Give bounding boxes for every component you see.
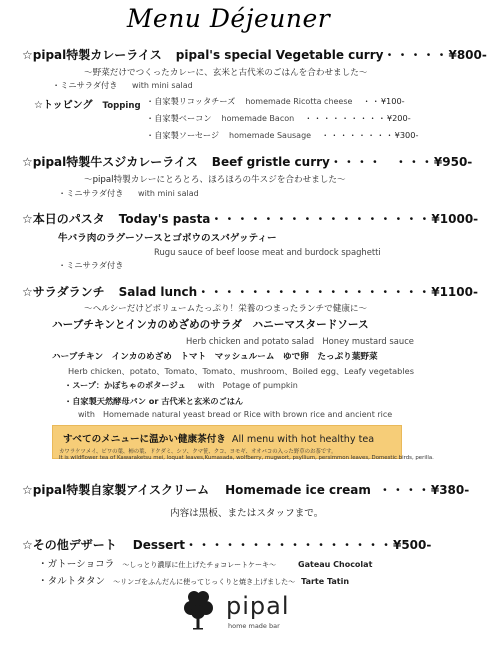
salad-ingredients: ハーブチキン インカのめざめ トマト マッシュルーム ゆで卵 たっぷり葉野菜 (52, 352, 378, 362)
curry-price: ¥800- (448, 48, 487, 62)
pasta-price: ¥1000- (431, 212, 479, 226)
salad-bread: ・自家製天然酵母パン or 古代米と玄米のごはん (64, 396, 244, 406)
icecream-heading (22, 481, 469, 498)
topping-price: ¥200- (386, 113, 411, 123)
dessert-name: ☆その他デザート (22, 538, 117, 552)
salad-soup (64, 380, 298, 391)
topping-en: homemade Sausage (229, 131, 312, 140)
banner-note (59, 447, 434, 461)
beef-heading (22, 153, 472, 170)
topping-label: ☆トッピング (34, 100, 93, 111)
curry-side (52, 80, 193, 91)
topping-jp: ・自家製リコッタチーズ (146, 96, 236, 106)
salad-dots: ・・・・・・・・・・・・・・・・・・ (197, 285, 432, 299)
topping-price: ¥100- (380, 96, 405, 106)
salad-soup-jp: ・スープ：かぼちゃのポタージュ (64, 380, 186, 390)
topping-price: ¥300- (394, 130, 419, 140)
salad-bread-en: with Homemade natural yeast bread or Rice with brown rice and ancient rice (78, 410, 393, 419)
topping-row (146, 130, 418, 141)
beef-side (58, 188, 199, 199)
beef-name-en: Beef gristle curry (211, 155, 330, 169)
dessert-item-en: Gateau Chocolat (298, 560, 373, 569)
topping-en: homemade Bacon (221, 114, 295, 123)
dessert-heading (22, 536, 431, 553)
dessert-item-jp: ・タルトタタン (38, 576, 106, 587)
pasta-dish-en: Rugu sauce of beef loose meat and burdock spaghetti (154, 247, 381, 257)
beef-description: 〜pipal特製カレーにとろとろ、ほろほろの牛スジを合わせました〜 (84, 175, 346, 185)
topping-row (146, 113, 411, 124)
tree-icon (184, 591, 213, 630)
pasta-heading (22, 210, 478, 227)
banner-note-jp: カワラケツメイ、ビワの葉、柿の葉、ドクダミ、シソ、クマ笹、クコ、ヨモギ、オオバコの入った野草のお茶です。 (59, 449, 337, 455)
topping-en: homemade Ricotta cheese (245, 97, 353, 106)
topping-dots: ・・・・・・・・ (321, 130, 395, 140)
salad-name-en: Salad lunch (118, 285, 198, 299)
banner-main-en: All menu with hot healthy tea (231, 434, 375, 445)
beef-dots: ・・・・ ・・・ (329, 155, 434, 169)
topping-jp: ・自家製ソーセージ (146, 130, 220, 140)
pasta-side: ・ミニサラダ付き (58, 260, 124, 270)
icecream-name-en: Homemade ice cream (225, 483, 371, 497)
topping-jp: ・自家製ベーコン (146, 113, 212, 123)
beef-price: ¥950- (433, 155, 473, 169)
salad-dish: ハーブチキンとインカのめざめのサラダ ハニーマスタードソース (52, 319, 369, 331)
topping-row (146, 96, 405, 107)
icecream-description: 内容は黒板、またはスタッフまで。 (170, 508, 324, 519)
salad-heading (22, 283, 478, 300)
beef-side-en: with mini salad (138, 189, 199, 198)
curry-heading (22, 46, 487, 63)
dessert-name-en: Dessert (132, 538, 185, 552)
dessert-item-desc: 〜リンゴをふんだんに使ってじっくりと焼き上げました〜 (113, 578, 296, 586)
dessert-price: ¥500- (392, 538, 432, 552)
banner-main-jp: すべてのメニューに温かい健康茶付き (63, 434, 226, 445)
topping-heading (34, 96, 141, 111)
curry-side-jp: ・ミニサラダ付き (52, 80, 118, 90)
dessert-item (38, 573, 349, 587)
banner-main (63, 431, 374, 445)
dessert-item (38, 556, 372, 570)
topping-dots: ・・ (362, 96, 381, 106)
salad-ingredients-en: Herb chicken、potato、Tomato、Tomato、mushroom、Boiled egg、Leafy vegetables (68, 366, 414, 376)
icecream-price: ¥380- (430, 483, 470, 497)
curry-description: 〜野菜だけでつくったカレーに、玄米と古代米のごはんを合わせました〜 (84, 68, 368, 78)
topping-dots: ・・・・・・・・・ (304, 113, 387, 123)
salad-name: ☆サラダランチ (22, 285, 105, 299)
logo-subtitle: home made bar (228, 622, 280, 630)
salad-description: 〜ヘルシーだけどボリュームたっぷり！栄養のつまったランチで健康に〜 (84, 304, 368, 314)
page-title: Menu Déjeuner (126, 4, 331, 33)
curry-name-en: pipal's special Vegetable curry (175, 48, 384, 62)
icecream-name: ☆pipal特製自家製アイスクリーム (22, 483, 210, 497)
pasta-dish: 牛バラ肉のラグーソースとゴボウのスパゲッティー (58, 233, 277, 244)
pasta-name-en: Today's pasta (118, 212, 211, 226)
topping-label-en: Topping (102, 101, 141, 111)
dessert-dots: ・・・・・・・・・・・・・・・・ (184, 538, 393, 552)
dessert-item-en: Tarte Tatin (301, 577, 350, 586)
pasta-name: ☆本日のパスタ (22, 212, 105, 226)
curry-dots: ・・・・・ (383, 48, 449, 62)
curry-side-en: with mini salad (132, 81, 193, 90)
pasta-dots: ・・・・・・・・・・・・・・・・・ (210, 212, 432, 226)
salad-soup-en: with Potage of pumpkin (197, 381, 298, 390)
salad-price: ¥1100- (431, 285, 478, 299)
logo-text: pipal (226, 592, 290, 620)
icecream-dots: ・・・・ (378, 483, 431, 497)
banner-note-en: It is wildflower tea of Kawaraketsu mei, loquat leaves,Kumasada, wolfberry, mugwort, psyllium, persimmon leaves, Domestic birds, perilla. (59, 455, 434, 461)
dessert-item-desc: 〜しっとり濃厚に仕上げたチョコレートケーキ〜 (122, 561, 277, 569)
salad-dish-en: Herb chicken and potato salad Honey mustard sauce (186, 336, 414, 346)
dessert-item-jp: ・ガトーショコラ (38, 559, 115, 570)
beef-side-jp: ・ミニサラダ付き (58, 188, 124, 198)
healthy-tea-banner (52, 425, 434, 461)
beef-name: ☆pipal特製牛スジカレーライス (22, 155, 198, 169)
curry-name: ☆pipal特製カレーライス (22, 48, 162, 62)
